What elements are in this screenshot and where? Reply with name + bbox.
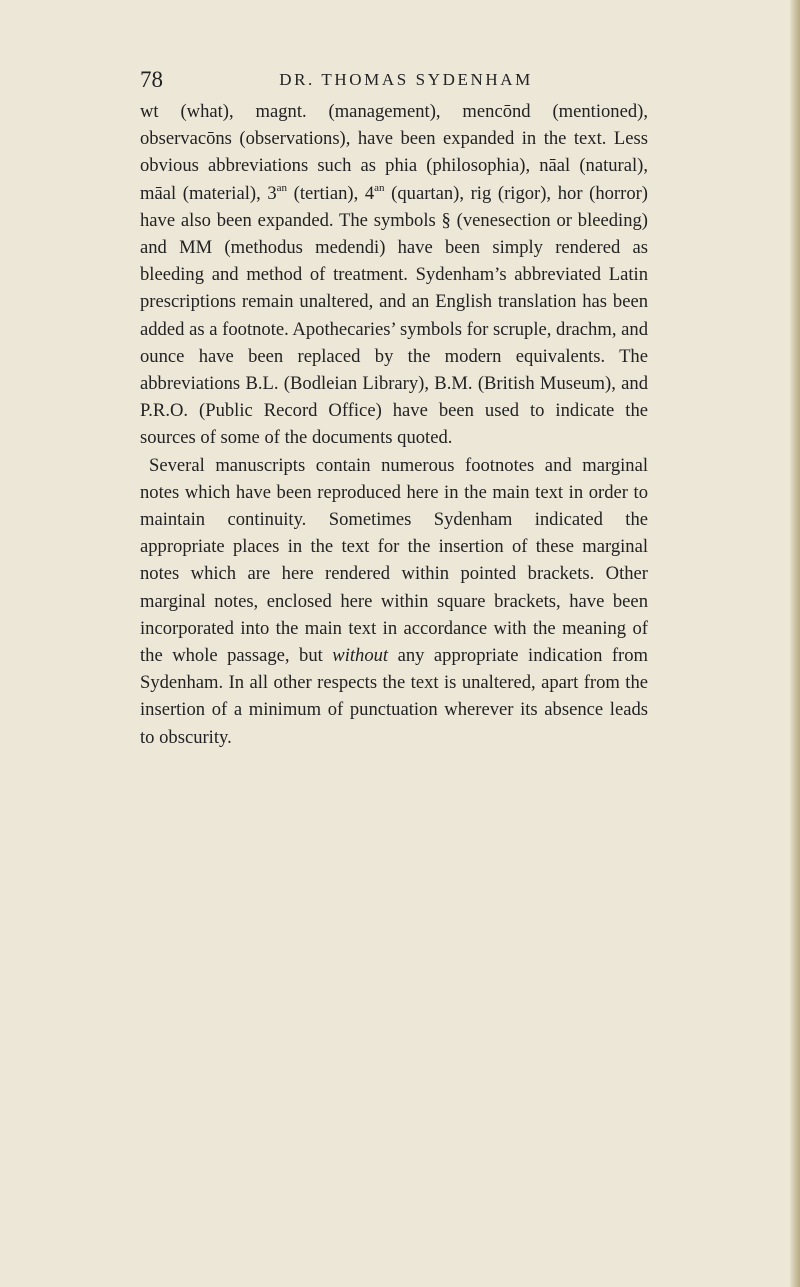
text-span: any appropriate indication from Sydenham. In all other respects the text is unaltered, apart from the insertion of a minimum of punctuation wherever its absence leads to obscurity. <box>140 645 649 748</box>
running-head <box>140 66 648 94</box>
text-span: Several manuscripts contain numerous footnotes and marginal notes which have been reproduced here in the main text in order to maintain continuity. Sometimes Sydenham indicated the appropriate places in the text for the insertion of these marginal notes which are here rendered within pointed brackets. Other marginal notes, enclosed here within square brackets, have been incorporated into the main text in accordance with the meaning of the whole passage, but <box>140 454 648 667</box>
superscript: an <box>276 181 288 194</box>
italic-word: without <box>332 645 389 667</box>
text-span: (tertian), 4 <box>287 182 375 204</box>
running-head-title: DR. THOMAS SYDENHAM <box>279 70 533 89</box>
page-number: 78 <box>140 67 163 92</box>
paragraph-marginal-notes <box>140 452 648 751</box>
superscript: an <box>374 181 385 194</box>
body-text <box>140 98 648 751</box>
text-span: (quartan), rig (rigor), hor (horror) have also been expanded. The symbols § (venesection or bleeding) and MM (methodus medendi) have been simply rendered as bleeding and method of treatment. Sydenham’s abbreviated Latin prescriptions remain unaltered, and an English translation has been added as a footnote. Apothecaries’ symbols for scruple, drachm, and ounce have been replaced by the modern equivalents. The abbreviations B.L. (Bodleian Library), B.M. (British Museum), and P.R.O. (Public Record Office) have been used to indicate the sources of some of the documents quoted. <box>140 182 648 449</box>
text-span: wt (what), magnt. (management), mencōnd (mentioned), observacōns (observations), have been expanded in the text. Less obvious abbreviations such as phia (philosophia), nāal (natural), māal (material), 3 <box>140 101 648 204</box>
page-edge <box>790 0 800 1287</box>
paragraph-abbreviations <box>140 98 648 452</box>
